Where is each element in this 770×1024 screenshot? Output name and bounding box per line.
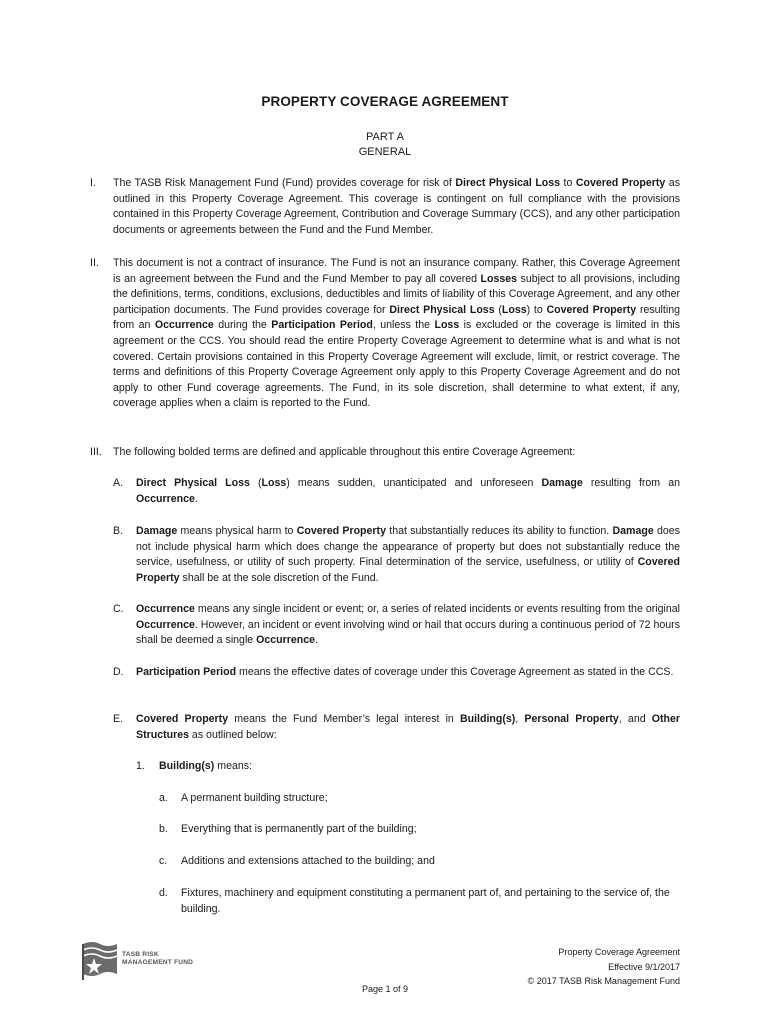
footer-effective-date: Effective 9/1/2017 (608, 961, 680, 972)
list-item-letter: d. (159, 887, 168, 899)
definition-covered-property: Covered Property means the Fund Member’s legal interest in Building(s), Personal Property, and Other Structures as outlined below: (136, 713, 681, 741)
definition-damage: Damage means physical harm to Covered Property that substantially reduces its ability to function. Damage does not include physical harm which does change the appearance of property but does not substantially reduce the service, usefulness, or utility of such property. Final determination of the service, usefulness, or utility of Covered Property shall be at the sole discretion of the Fund. (136, 525, 680, 584)
section-ii-paragraph: This document is not a contract of insurance. The Fund is not an insurance company. Rather, this Coverage Agreement is an agreement between the Fund and the Fund Member to pay all covered Losses subject to all provisions, including the definitions, terms, conditions, exclusions, deductibles and limits of liability of this Coverage Agreement, and any other participation documents. The Fund provides coverage for Direct Physical Loss (Loss) to Covered Property resulting from an Occurrence during the Participation Period, unless the Loss is excluded or the coverage is limited in this agreement or the CCS. You should read the entire Property Coverage Agreement to determine what is and what is not covered. Certain provisions contained in this Property Coverage Agreement will exclude, limit, or restrict coverage. The terms and definitions of this Property Coverage Agreement only apply to this Property Coverage Agreement and do not apply to other Fund coverage agreements. The Fund, in its sole discretion, shall determine to what extent, if any, coverage applies when a claim is reported to the Fund. (113, 257, 680, 410)
list-item: Additions and extensions attached to the building; and (181, 855, 435, 867)
list-number: 1. (136, 760, 145, 772)
definition-occurrence: Occurrence means any single incident or event; or, a series of related incidents or events resulting from the original Occurrence. However, an incident or event involving wind or hail that occurs during a continuous period of 72 hours shall be deemed a single Occurrence. (136, 603, 680, 647)
logo-wordmark (122, 951, 193, 967)
definition-letter: A. (113, 477, 124, 489)
flag-star-icon (80, 940, 120, 984)
tasb-logo (80, 940, 210, 984)
section-numeral: I. (90, 177, 96, 189)
list-item: A permanent building structure; (181, 792, 328, 804)
list-item: Everything that is permanently part of the building; (181, 823, 417, 835)
page-number: Page 1 of 9 (361, 984, 409, 994)
list-item-letter: b. (159, 823, 168, 835)
footer-doc-title: Property Coverage Agreement (558, 947, 680, 957)
section-numeral: III. (90, 446, 102, 458)
logo-line-1: TASB RISK (122, 951, 159, 958)
section-heading: GENERAL (358, 146, 412, 158)
buildings-heading: Building(s) means: (159, 760, 252, 772)
footer-info (528, 945, 680, 989)
definition-letter: C. (113, 603, 124, 615)
document-title: PROPERTY COVERAGE AGREEMENT (261, 94, 509, 109)
definition-letter: E. (113, 713, 124, 725)
section-i-paragraph: The TASB Risk Management Fund (Fund) provides coverage for risk of Direct Physical Loss to Covered Property as outlined in this Property Coverage Agreement. This coverage is contingent on full compliance with the provisions contained in this Property Coverage Agreement, Contribution and Coverage Summary (CCS), and any other participation documents or agreements between the Fund and the Fund Member. (113, 177, 680, 236)
definition-participation-period: Participation Period means the effective dates of coverage under this Coverage Agreement as stated in the CCS. (136, 666, 674, 678)
definition-letter: B. (113, 525, 124, 537)
footer-copyright: © 2017 TASB Risk Management Fund (527, 976, 680, 987)
list-item-letter: c. (159, 855, 168, 867)
section-iii-paragraph: The following bolded terms are defined and applicable throughout this entire Coverage Agreement: (113, 446, 576, 458)
definition-direct-physical-loss: Direct Physical Loss (Loss) means sudden, unanticipated and unforeseen Damage resulting from an Occurrence. (136, 477, 680, 505)
list-item: Fixtures, machinery and equipment constituting a permanent part of, and pertaining to the service of, the building. (181, 887, 670, 915)
logo-line-2: MANAGEMENT FUND (122, 959, 194, 966)
section-numeral: II. (90, 257, 99, 269)
part-label: PART A (366, 131, 404, 143)
definition-letter: D. (113, 666, 124, 678)
list-item-letter: a. (159, 792, 168, 804)
